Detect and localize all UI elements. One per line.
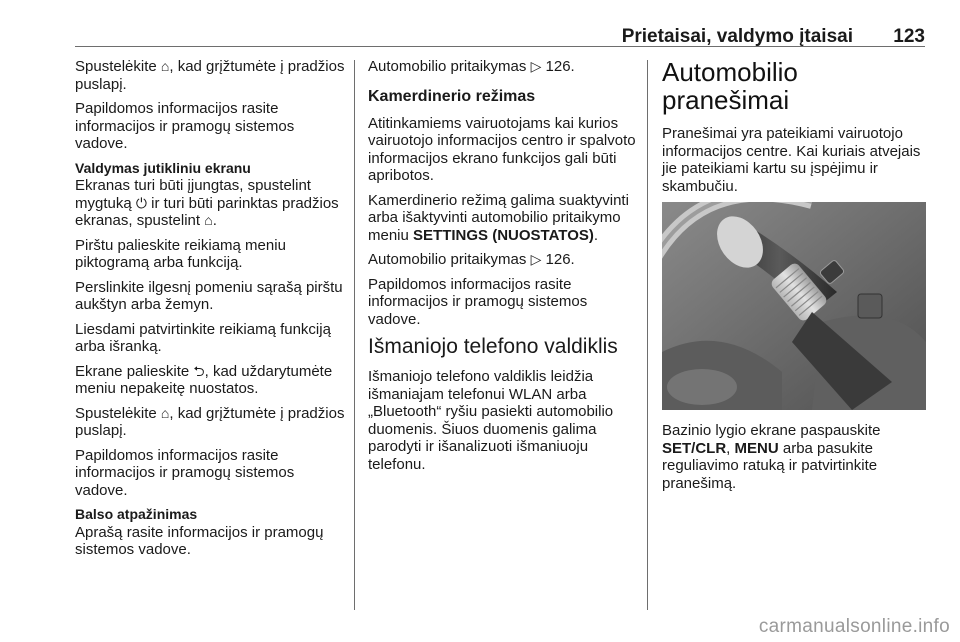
column-divider — [354, 60, 355, 610]
power-icon: ⏻ — [135, 194, 147, 211]
reference-triangle-icon: ▷ — [530, 251, 542, 267]
paragraph: Bazinio lygio ekrane paspauskite SET/CLR, MENU arba pasukite reguliavimo ratuką ir patvirtinkite pranešimą. — [662, 422, 881, 492]
paragraph: Ekranas turi būti įjungtas, spustelint mygtuką ⏻ ir turi būti parinktas pradžios ekranas, spustelint ⌂. — [75, 177, 339, 229]
reference-triangle-icon: ▷ — [530, 58, 542, 74]
paragraph: Automobilio pritaikymas ▷ 126. — [368, 58, 575, 75]
paragraph: Papildomos informacijos rasite informacijos ir pramogų sistemos vadove. — [75, 100, 295, 152]
paragraph: Išmaniojo telefono valdiklis leidžia išmaniajam telefonui WLAN arba „Bluetooth“ ryšiu pasiekti automobilio duomenis. Šiuos duomenis galima parodyti ir išanalizuoti išmaniuoju telefonu. — [368, 368, 614, 473]
home-icon: ⌂ — [160, 404, 170, 421]
paragraph: Spustelėkite ⌂, kad grįžtumėte į pradžios puslapį. — [75, 404, 345, 439]
heading-smartphone-controller: Išmaniojo telefono valdiklis — [368, 335, 618, 358]
paragraph: Automobilio pritaikymas ▷ 126. — [368, 251, 575, 268]
column-2 — [368, 58, 643, 480]
menu-button-label: MENU — [734, 439, 779, 457]
settings-menu-label: SETTINGS (NUOSTATOS) — [413, 226, 594, 244]
set-clr-button-label: SET/CLR — [662, 439, 727, 457]
paragraph: Papildomos informacijos rasite informacijos ir pramogų sistemos vadove. — [75, 446, 295, 499]
column-1 — [75, 58, 350, 566]
heading-valet-mode: Kamerdinerio režimas — [368, 87, 536, 105]
home-icon: ⌂ — [160, 58, 170, 74]
steering-column-lever-illustration — [662, 202, 926, 410]
paragraph: Papildomos informacijos rasite informacijos ir pramogų sistemos vadove. — [368, 275, 588, 328]
paragraph: Liesdami patvirtinkite reikiamą funkciją arba išranką. — [75, 320, 331, 355]
paragraph: Kamerdinerio režimą galima suaktyvinti arba išaktyvinti automobilio pritaikymo meniu SETTINGS (NUOSTATOS). — [368, 191, 629, 244]
page-number: 123 — [893, 26, 925, 47]
subheading-touchscreen: Valdymas jutikliniu ekranu — [75, 159, 251, 176]
page-header — [75, 0, 925, 47]
column-divider — [647, 60, 648, 610]
column-3 — [662, 58, 928, 499]
paragraph: Atitinkamiems vairuotojams kai kurios vairuotojo informacijos centro ir spalvoto informacijos ekrano funkcijos gali būti apribotos. — [368, 114, 636, 184]
paragraph: Spustelėkite ⌂, kad grįžtumėte į pradžios puslapį. — [75, 58, 345, 93]
paragraph: Pirštu palieskite reikiamą meniu piktogramą arba funkciją. — [75, 236, 286, 271]
paragraph: Ekrane palieskite ⮌, kad uždarytumėte meniu nepakeitę nuostatos. — [75, 362, 333, 397]
back-arrow-icon: ⮌ — [193, 362, 205, 379]
home-icon: ⌂ — [204, 212, 213, 228]
watermark: carmanualsonline.info — [758, 616, 950, 637]
heading-vehicle-messages: Automobilio pranešimai — [662, 57, 798, 115]
paragraph: Pranešimai yra pateikiami vairuotojo informacijos centre. Kai kuriais atvejais jie pateikiami kartu su įspėjimu ir skambučiu. — [662, 125, 921, 195]
paragraph: Aprašą rasite informacijos ir pramogų sistemos vadove. — [75, 523, 324, 558]
section-title: Prietaisai, valdymo įtaisai — [621, 26, 853, 47]
subheading-voice-recognition: Balso atpažinimas — [75, 506, 198, 522]
paragraph: Perslinkite ilgesnį pomeniu sąrašą pirštu aukštyn arba žemyn. — [75, 278, 343, 313]
